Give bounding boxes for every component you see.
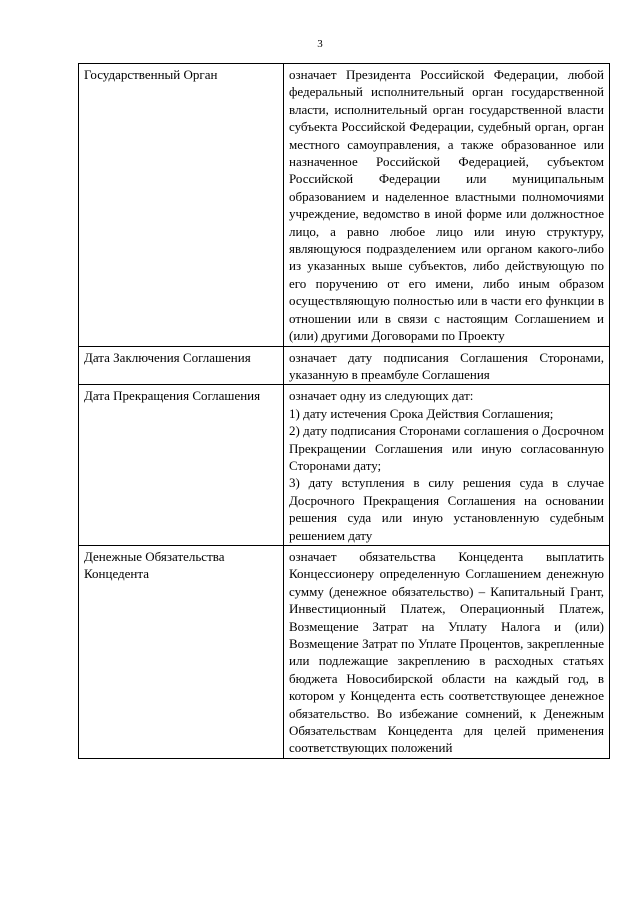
definition-text: означает Президента Российской Федерации, любой федеральный исполнительный орган государственной власти, исполнительный орган государственной власти субъекта Российской Федерации, судебный орган, орган местного самоуправления, а также образованное или назначенное Российской Федерацией, субъектом Российской Федерации или муниципальным образованием и наделенное властными полномочиями учреждение, ведомство в иной форме или должностное лицо, а равно любое лицо или иную структуру, являющуюся подразделением или органом какого-либо из указанных выше субъектов, либо действующую по его поручению от его имени, либо иным образом осуществляющую полностью или в части его функции в отношении или в связи с настоящим Соглашением и (или) другими Договорами по Проекту	[289, 67, 604, 344]
term-cell: Государственный Орган	[79, 64, 284, 347]
definition-cell	[284, 545, 610, 758]
term-cell: Дата Прекращения Соглашения	[79, 385, 284, 546]
definition-list-item: 2) дату подписания Сторонами соглашения о Досрочном Прекращении Соглашения или иную согласованную Сторонами дату;	[289, 423, 604, 473]
table-row	[79, 346, 610, 385]
definition-text: означает обязательства Концедента выплатить Концессионеру определенную Соглашением денежную сумму (денежное обязательство) – Капитальный Грант, Инвестиционный Платеж, Операционный Платеж, Возмещение Затрат на Уплату Налога и (или) Возмещение Затрат по Уплате Процентов, закрепленные или подлежащие закреплению в расходных статьях бюджета Новосибирской области на каждый год, в котором у Концедента есть соответствующее денежное обязательство. Во избежание сомнений, к Денежным Обязательствам Концедента для целей применения соответствующих положений	[289, 548, 604, 756]
definition-cell	[284, 64, 610, 347]
page-number: 3	[317, 38, 323, 50]
table-row	[79, 385, 610, 546]
table-row	[79, 545, 610, 758]
term-cell: Денежные Обязательства Концедента	[79, 545, 284, 758]
definition-list-item: 3) дату вступления в силу решения суда в случае Досрочного Прекращения Соглашения на основании решения суда или иную установленную судебным решением дату	[289, 475, 604, 543]
term-cell: Дата Заключения Соглашения	[79, 346, 284, 385]
definitions-table	[78, 63, 610, 759]
definition-cell	[284, 346, 610, 385]
definition-text: означает дату подписания Соглашения Сторонами, указанную в преамбуле Соглашения	[289, 349, 604, 382]
table-row	[79, 64, 610, 347]
definition-list-item: 1) дату истечения Срока Действия Соглашения;	[289, 405, 554, 421]
definition-text: означает одну из следующих дат:	[289, 388, 474, 404]
definition-cell	[284, 385, 610, 546]
